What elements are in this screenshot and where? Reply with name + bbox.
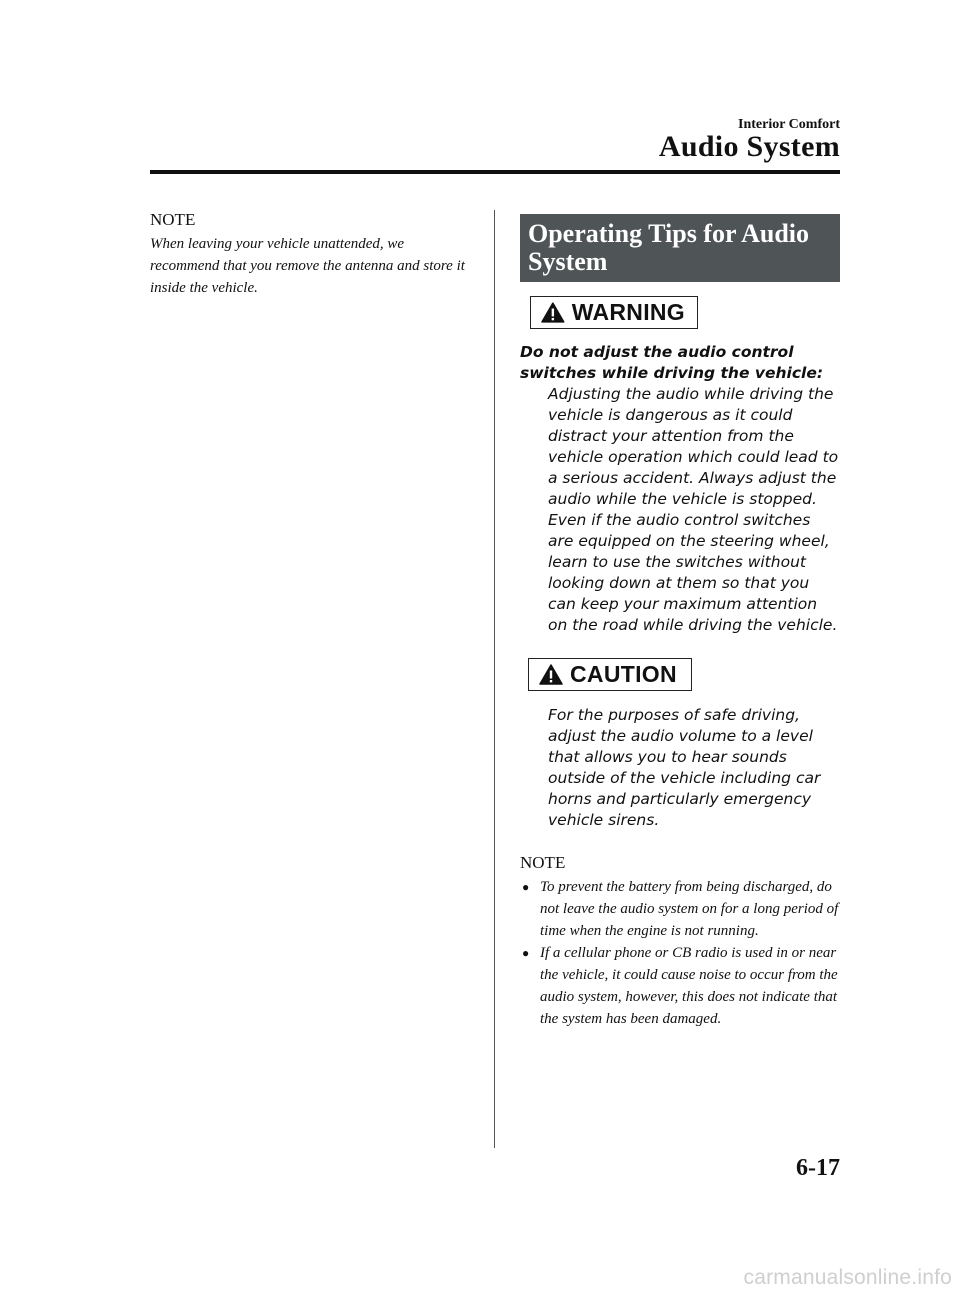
caution-body: For the purposes of safe driving, adjust the audio volume to a level that allows you to hear sounds outside of the vehicle including car horns and particularly emergency vehicle sirens. — [548, 706, 821, 829]
note-label: NOTE — [150, 210, 196, 229]
bullet-icon: ● — [522, 880, 530, 894]
page-number: 6-17 — [796, 1155, 840, 1181]
warning-heading: Do not adjust the audio control switches while driving the vehicle: — [520, 343, 824, 382]
right-column — [520, 214, 840, 1030]
header-rule — [150, 170, 840, 174]
warning-label: WARNING — [571, 299, 685, 325]
watermark: carmanualsonline.info — [743, 1266, 952, 1289]
caution-box — [528, 658, 692, 691]
note-text: When leaving your vehicle unattended, we recommend that you remove the antenna and store it inside the vehicle. — [150, 236, 465, 296]
warning-body: Adjusting the audio while driving the vehicle is dangerous as it could distract your attention from the vehicle operation which could lead to a serious accident. Always adjust the audio while the vehicle is stopped. Even if the audio control switches are equipped on the steering wheel, learn to use the switches without looking down at them so that you can keep your maximum attention on the road while driving the vehicle. — [548, 385, 839, 634]
page-header-title: Audio System — [658, 130, 840, 163]
caution-triangle-icon — [539, 664, 563, 685]
caution-label: CAUTION — [570, 661, 677, 687]
left-column — [150, 210, 470, 299]
list-item-text: To prevent the battery from being discharged, do not leave the audio system on for a long period of time when the engine is not running. — [540, 879, 839, 939]
list-item — [520, 942, 840, 1030]
note-label: NOTE — [520, 853, 566, 872]
list-item-text: If a cellular phone or CB radio is used in or near the vehicle, it could cause noise to occur from the audio system, however, this does not indicate that the system has been damaged. — [540, 945, 838, 1027]
note-block — [520, 853, 840, 1030]
warning-triangle-icon — [541, 302, 565, 323]
page-header-section: Interior Comfort — [738, 117, 840, 132]
section-banner: Operating Tips for Audio System — [520, 214, 840, 282]
bullet-icon: ● — [522, 946, 530, 960]
column-divider — [494, 210, 495, 1148]
list-item — [520, 876, 840, 942]
warning-box — [530, 296, 698, 329]
note-list — [520, 876, 840, 1030]
